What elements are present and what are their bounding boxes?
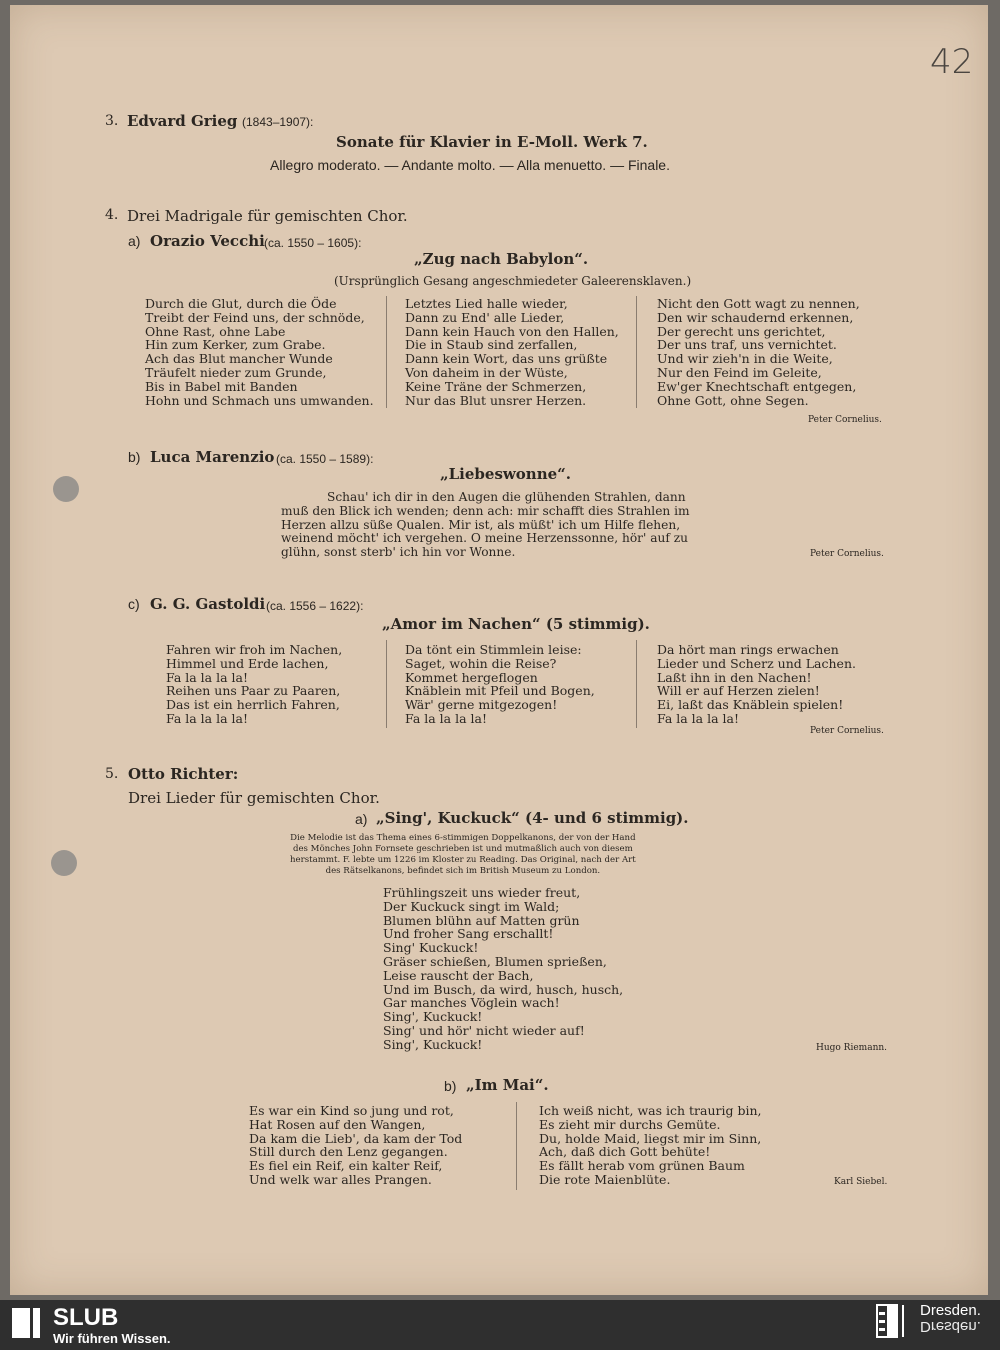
song-b-verse-2 [539, 1104, 762, 1187]
verse-line: Will er auf Herzen zielen! [657, 683, 820, 699]
item3-title: Sonate für Klavier in E-Moll. Werk 7. [336, 133, 648, 151]
madrigal-a-composer: Orazio Vecchi [150, 232, 265, 250]
verse-line: Lieder und Scherz und Lachen. [657, 655, 856, 671]
verse-line: Und im Busch, da wird, husch, husch, [383, 981, 624, 997]
verse-line: Ach das Blut mancher Wunde [145, 351, 333, 367]
dresden-crest-icon [876, 1304, 910, 1340]
verse-line: Laßt ihn in den Nachen! [657, 669, 812, 685]
madrigal-a-author: Peter Cornelius. [808, 415, 882, 425]
verse-line: Die rote Maienblüte. [539, 1171, 671, 1187]
verse-line: Kommet hergeflogen [405, 669, 538, 685]
verse-line: Fa la la la la! [166, 710, 248, 726]
madrigal-c-verse-3 [657, 643, 856, 726]
verse-line: Da kam die Lieb', da kam der Tod [249, 1130, 463, 1146]
verse-line: Sing', Kuckuck! [383, 1009, 483, 1025]
madrigal-a-subtitle: (Ursprünglich Gesang angeschmiedeter Galeerensklaven.) [334, 274, 692, 288]
song-a-label: a) [355, 811, 368, 827]
verse-line: Der uns traf, uns vernichtet. [657, 337, 837, 353]
verse-line: Das ist ein herrlich Fahren, [166, 697, 340, 713]
verse-line: Dann kein Hauch von den Hallen, [405, 323, 619, 339]
verse-line: Frühlingszeit uns wieder freut, [383, 885, 581, 900]
verse-line: Bis in Babel mit Banden [145, 378, 298, 394]
verse-line: Hohn und Schmach uns umwanden. [145, 392, 374, 408]
note-line: Die Melodie ist das Thema eines 6-stimmigen Doppelkanons, der von der Hand [290, 833, 636, 843]
page-number: 42 [930, 42, 974, 82]
item3-dates: (1843–1907): [242, 115, 314, 129]
verse-line: Hat Rosen auf den Wangen, [249, 1116, 426, 1132]
madrigal-b-composer: Luca Marenzio [150, 448, 275, 466]
verse-line: Fa la la la la! [405, 710, 487, 726]
verse-line: Dann zu End' alle Lieder, [405, 309, 565, 325]
item4-heading: Drei Madrigale für gemischten Chor. [127, 207, 408, 225]
verse-line: Durch die Glut, durch die Öde [145, 296, 337, 311]
verse-line: Hin zum Kerker, zum Grabe. [145, 337, 326, 353]
verse-line: Ohne Rast, ohne Labe [145, 323, 286, 339]
verse-line: Du, holde Maid, liegst mir im Sinn, [539, 1130, 762, 1146]
verse-line: Blumen blühn auf Matten grün [383, 912, 580, 928]
verse-line: Wär' gerne mitgezogen! [405, 697, 558, 713]
verse-line: Saget, wohin die Reise? [405, 655, 557, 671]
madrigal-a-verse-3 [657, 297, 860, 407]
verse-line: Keine Träne der Schmerzen, [405, 378, 587, 394]
verse-line: Fa la la la la! [657, 710, 739, 726]
verse-line: Da tönt ein Stimmlein leise: [405, 642, 582, 657]
madrigal-a-label: a) [128, 233, 141, 249]
prose-line: Herzen allzu süße Qualen. Mir ist, als müßt' ich um Hilfe flehen, [281, 517, 681, 532]
song-a-title: „Sing', Kuckuck“ (4- und 6 stimmig). [376, 809, 689, 827]
prose-line: muß den Blick ich wenden; denn ach: mir schafft dies Strahlen im [281, 503, 690, 518]
verse-line: Sing', Kuckuck! [383, 1036, 483, 1052]
verse-line: Nicht den Gott wagt zu nennen, [657, 296, 860, 311]
footer-brand[interactable]: SLUB [53, 1304, 119, 1331]
madrigal-c-label: c) [128, 596, 140, 612]
song-b-verse-1 [249, 1104, 462, 1187]
verse-line: Den wir schaudernd erkennen, [657, 309, 854, 325]
verse-line: Die in Staub sind zerfallen, [405, 337, 578, 353]
verse-line: Ew'ger Knechtschaft entgegen, [657, 378, 857, 394]
footer-bar [0, 1300, 1000, 1350]
verse-line: Dann kein Wort, das uns grüßte [405, 351, 608, 367]
verse-line: Knäblein mit Pfeil und Bogen, [405, 683, 595, 699]
madrigal-c-verse-1 [166, 643, 342, 726]
verse-line: Still durch den Lenz gegangen. [249, 1144, 448, 1160]
verse-line: Es fällt herab vom grünen Baum [539, 1158, 745, 1174]
verse-line: Gräser schießen, Blumen sprießen, [383, 953, 607, 969]
verse-line: Fahren wir froh im Nachen, [166, 642, 343, 657]
item3-movements: Allegro moderato. — Andante molto. — Alla menuetto. — Finale. [270, 157, 670, 173]
song-b-author: Karl Siebel. [834, 1177, 888, 1187]
footer-city[interactable]: Dresden. [920, 1302, 981, 1319]
prose-line: weinend möcht' ich vergehen. O meine Herzenssonne, hör' auf zu [281, 531, 688, 546]
song-a-note [290, 833, 636, 877]
madrigal-c-dates: (ca. 1556 – 1622): [266, 599, 364, 613]
madrigal-c-composer: G. G. Gastoldi [150, 595, 266, 613]
column-divider [516, 1102, 517, 1190]
column-divider [636, 296, 637, 408]
verse-line: Es fiel ein Reif, ein kalter Reif, [249, 1158, 443, 1174]
item3-number: 3. [105, 113, 119, 129]
item5-composer: Otto Richter: [128, 765, 239, 783]
punch-hole [53, 476, 79, 502]
madrigal-a-dates: (ca. 1550 – 1605): [264, 236, 362, 250]
verse-line: Es zieht mir durchs Gemüte. [539, 1116, 721, 1132]
verse-line: Fa la la la la! [166, 669, 248, 685]
verse-line: Nur das Blut unsrer Herzen. [405, 392, 587, 408]
item5-number: 5. [105, 766, 119, 782]
verse-line: Nur den Feind im Geleite, [657, 364, 822, 380]
verse-line: Treibt der Feind uns, der schnöde, [145, 309, 365, 325]
footer-tagline: Wir führen Wissen. [53, 1331, 171, 1346]
madrigal-c-author: Peter Cornelius. [810, 726, 884, 736]
madrigal-c-verse-2 [405, 643, 595, 726]
madrigal-b-dates: (ca. 1550 – 1589): [276, 452, 374, 466]
verse-line: Und froher Sang erschallt! [383, 926, 554, 942]
verse-line: Da hört man rings erwachen [657, 642, 839, 657]
item5-heading: Drei Lieder für gemischten Chor. [128, 789, 380, 807]
verse-line: Sing' Kuckuck! [383, 940, 479, 956]
verse-line: Sing' und hör' nicht wieder auf! [383, 1022, 585, 1038]
madrigal-b-title: „Liebeswonne“. [440, 465, 572, 483]
verse-line: Himmel und Erde lachen, [166, 655, 329, 671]
verse-line: Ach, daß dich Gott behüte! [539, 1144, 711, 1160]
verse-line: Träufelt nieder zum Grunde, [145, 364, 327, 380]
note-line: des Rätselkanons, befindet sich im British Museum zu London. [325, 866, 601, 876]
prose-line: glühn, sonst sterb' ich hin vor Wonne. [281, 545, 516, 560]
slub-logo-icon [12, 1308, 40, 1338]
column-divider [386, 640, 387, 728]
madrigal-a-verse-1 [145, 297, 374, 407]
verse-line: Von daheim in der Wüste, [405, 364, 568, 380]
verse-line: Letztes Lied halle wieder, [405, 296, 568, 311]
note-line: herstammt. F. lebte um 1226 im Kloster zu Reading. Das Original, nach der Art [290, 855, 636, 865]
verse-line: Reihen uns Paar zu Paaren, [166, 683, 341, 699]
madrigal-b-text [281, 491, 690, 560]
verse-line: Der Kuckuck singt im Wald; [383, 898, 560, 914]
column-divider [386, 296, 387, 408]
madrigal-b-author: Peter Cornelius. [810, 549, 884, 559]
madrigal-b-label: b) [128, 449, 141, 465]
madrigal-c-title: „Amor im Nachen“ (5 stimmig). [382, 615, 650, 633]
footer-city-mirror: Dresden. [920, 1318, 981, 1335]
verse-line: Ohne Gott, ohne Segen. [657, 392, 809, 408]
verse-line: Der gerecht uns gerichtet, [657, 323, 826, 339]
song-a-verse [383, 886, 623, 1052]
madrigal-a-title: „Zug nach Babylon“. [414, 250, 589, 268]
verse-line: Ich weiß nicht, was ich traurig bin, [539, 1103, 762, 1118]
verse-line: Es war ein Kind so jung und rot, [249, 1103, 454, 1118]
verse-line: Und welk war alles Prangen. [249, 1171, 432, 1187]
verse-line: Gar manches Vöglein wach! [383, 995, 560, 1011]
verse-line: Leise rauscht der Bach, [383, 967, 534, 983]
verse-line: Und wir zieh'n in die Weite, [657, 351, 833, 367]
song-a-author: Hugo Riemann. [816, 1043, 888, 1053]
item3-composer: Edvard Grieg [127, 112, 238, 130]
song-b-title: „Im Mai“. [466, 1076, 549, 1094]
madrigal-a-verse-2 [405, 297, 619, 407]
verse-line: Ei, laßt das Knäblein spielen! [657, 697, 844, 713]
column-divider [636, 640, 637, 728]
prose-line: Schau' ich dir in den Augen die glühenden Strahlen, dann [327, 490, 686, 504]
song-b-label: b) [444, 1078, 457, 1094]
note-line: des Mönches John Fornsete geschrieben ist und mutmaßlich auch von diesem [292, 844, 633, 854]
item4-number: 4. [105, 207, 119, 223]
punch-hole [51, 850, 77, 876]
